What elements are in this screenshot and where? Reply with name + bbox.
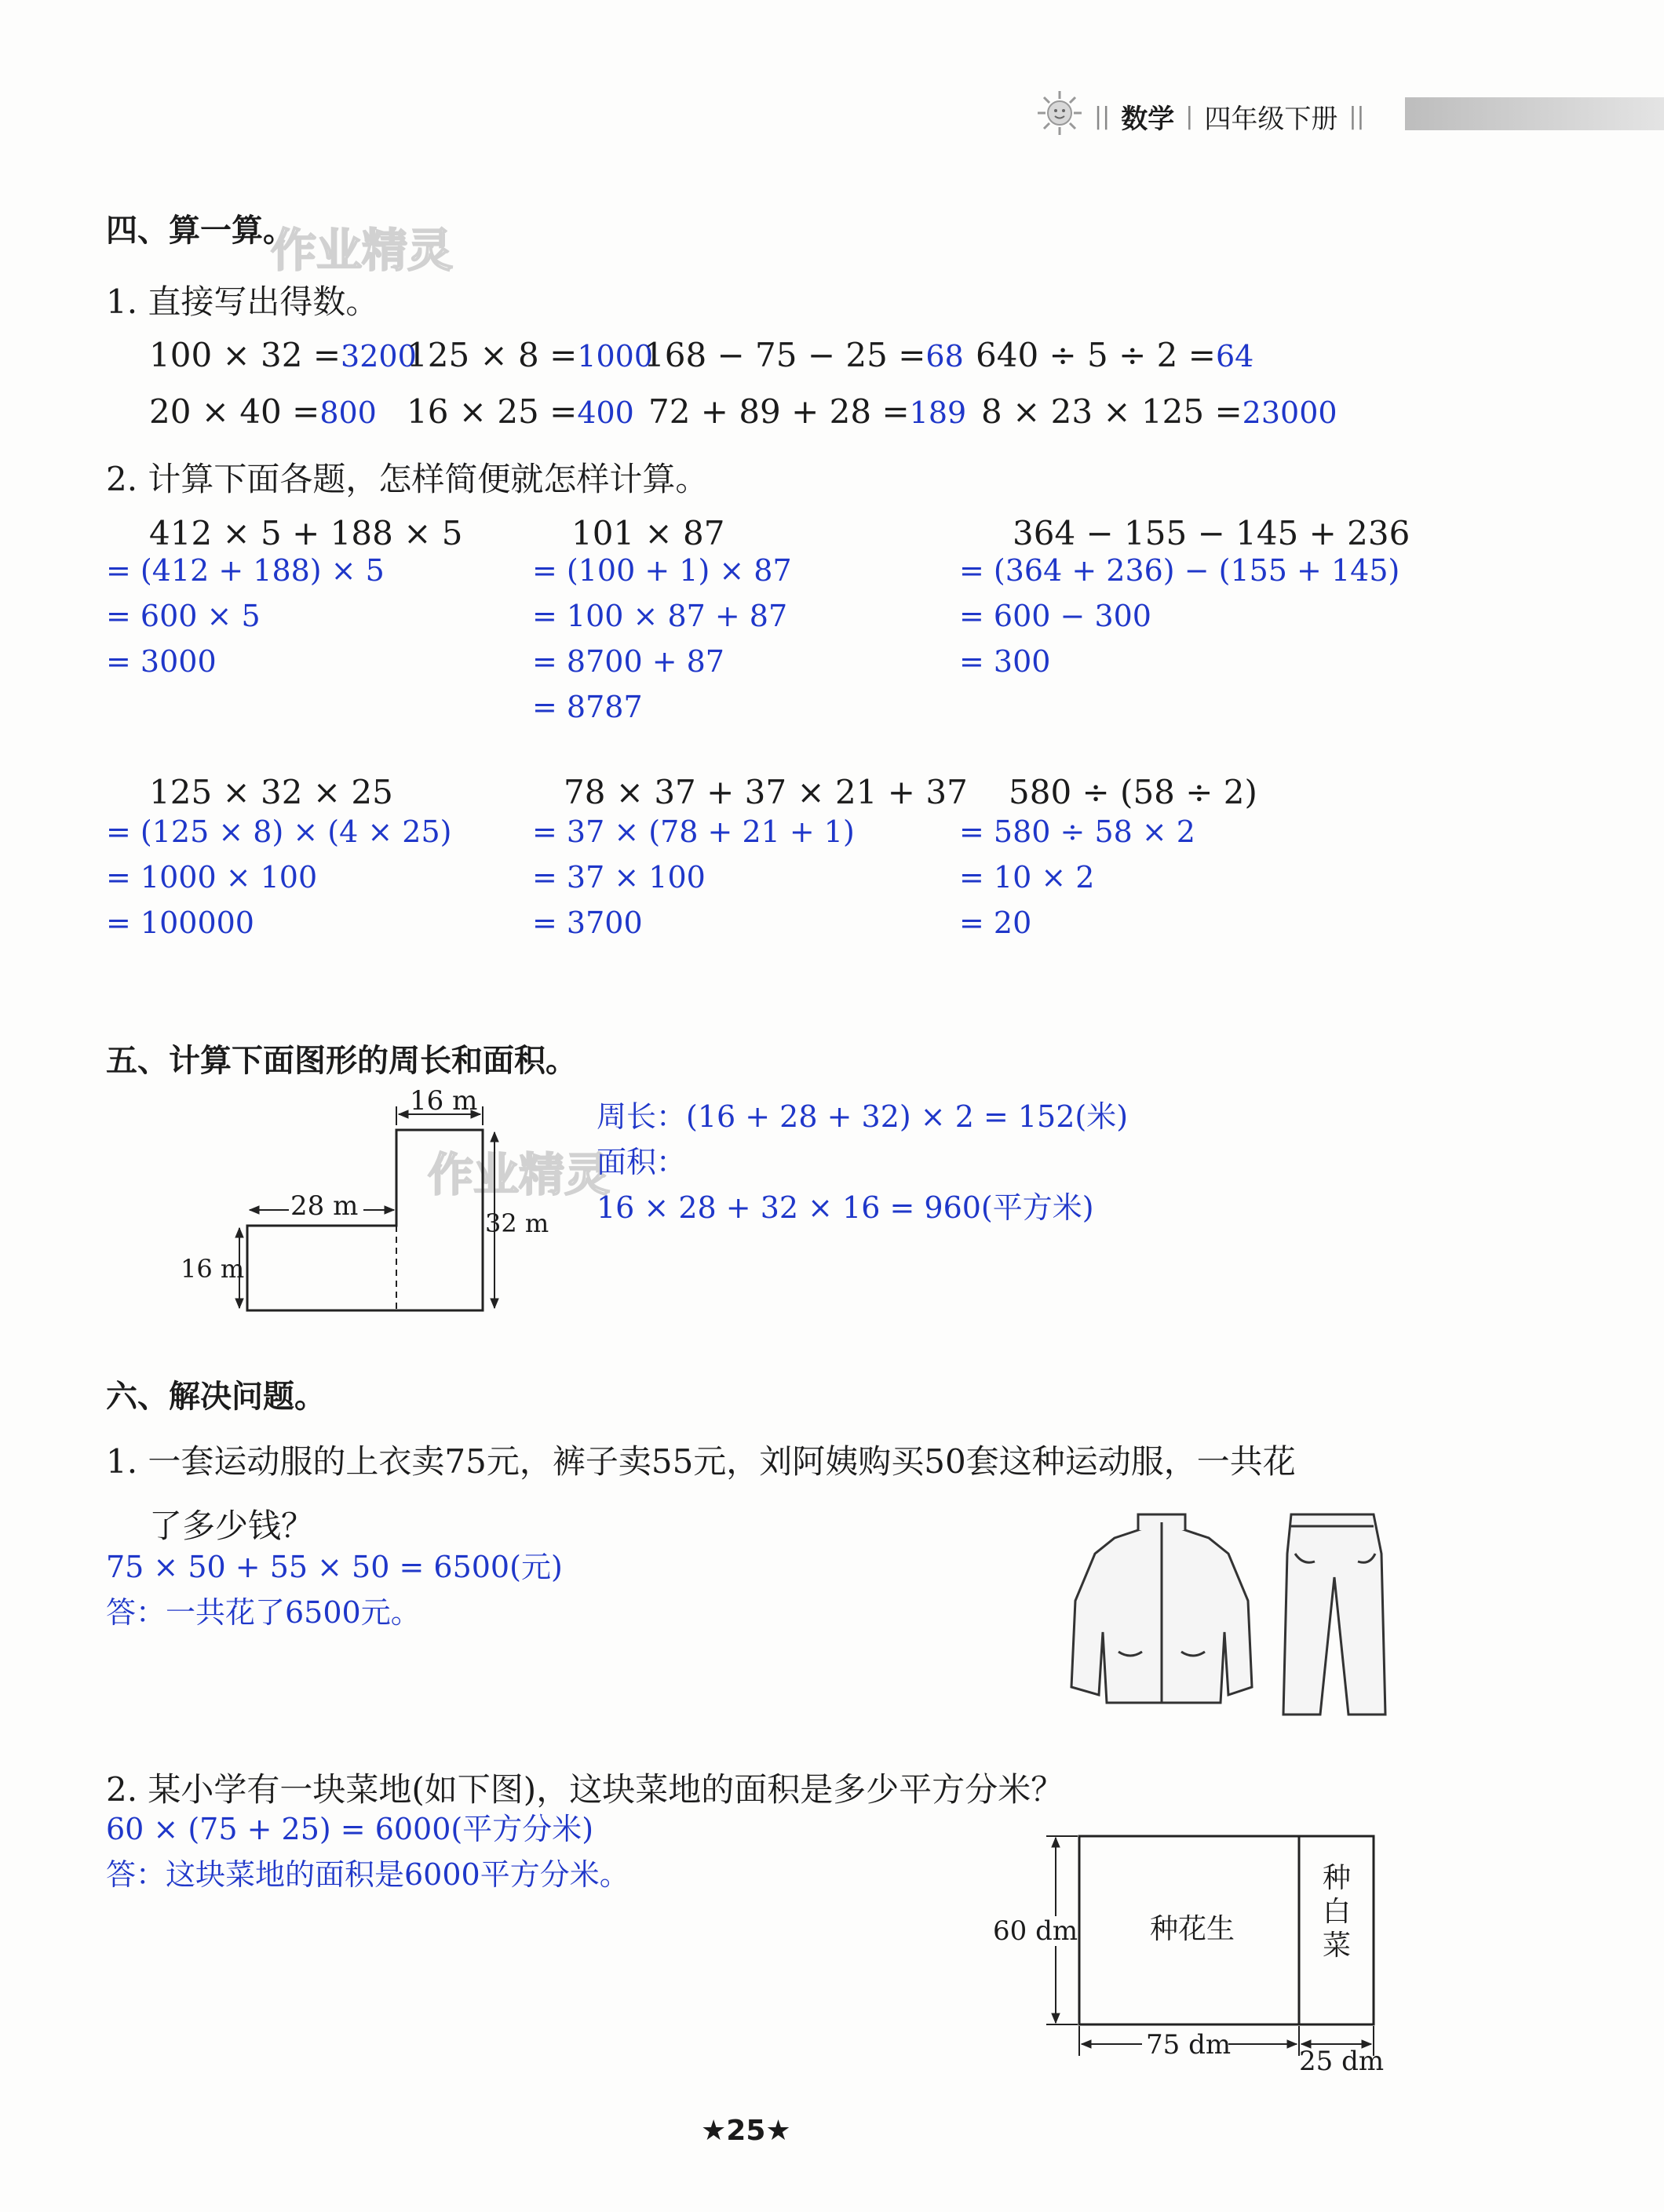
problem-text: 1. 一套运动服的上衣卖75元，裤子卖55元，刘阿姨购买50套这种运动服，一共花 — [106, 1442, 1296, 1481]
plot-label-peanut: 种花生 — [1150, 1913, 1235, 1945]
solution-step: = (412 + 188) × 5 — [106, 553, 385, 588]
dim-label-width1: 75 dm — [1146, 2029, 1232, 2061]
area-answer-label: 面积： — [597, 1145, 687, 1179]
problem-text: 2. 某小学有一块菜地(如下图)，这块菜地的面积是多少平方分米？ — [106, 1770, 1064, 1809]
quick-calc-item: 8 × 23 × 125 =23000 — [981, 392, 1337, 431]
area-answer: 16 × 28 + 32 × 16 = 960(平方米) — [597, 1190, 1094, 1225]
dim-label-left-width: 28 m — [290, 1190, 359, 1222]
watermark: 作业精灵 — [428, 1148, 611, 1201]
star-icon: ★ — [701, 2115, 727, 2147]
quick-calc-item: 168 − 75 − 25 =68 — [644, 336, 964, 374]
solution-step: = 100 × 87 + 87 — [532, 599, 788, 633]
solution-step: = 300 — [959, 644, 1051, 679]
problem-expression: 580 ÷ (58 ÷ 2) — [1009, 773, 1257, 811]
problem-expression: 101 × 87 — [571, 514, 725, 552]
plot-label-cabbage: 菜 — [1323, 1930, 1352, 1962]
garden-figure — [985, 1820, 1393, 2077]
solution-step: = (125 × 8) × (4 × 25) — [106, 814, 452, 849]
header-bar — [1405, 97, 1664, 130]
perimeter-answer: 周长：(16 + 28 + 32) × 2 = 152(米) — [597, 1099, 1129, 1134]
solution-step: = 1000 × 100 — [106, 860, 318, 895]
header-book: 四年级下册 — [1204, 103, 1338, 135]
quick-calc-item: 100 × 32 =3200 — [149, 336, 417, 374]
quick-calc-item: 16 × 25 =400 — [407, 392, 634, 431]
solution-step: = 20 — [959, 906, 1032, 940]
problem-text: 了多少钱？ — [149, 1507, 315, 1545]
dim-label-height: 60 dm — [993, 1915, 1078, 1947]
quick-calc-item: 20 × 40 =800 — [149, 392, 377, 431]
quick-calc-item: 640 ÷ 5 ÷ 2 =64 — [976, 336, 1254, 374]
problem-expression: 412 × 5 + 188 × 5 — [149, 514, 463, 552]
dim-label-right-height: 32 m — [485, 1208, 549, 1238]
dim-label-top: 16 m — [410, 1085, 478, 1117]
header-separator: || — [1348, 102, 1365, 130]
equation-answer: 75 × 50 + 55 × 50 = 6500(元) — [106, 1550, 563, 1584]
problem-expression: 125 × 32 × 25 — [149, 773, 393, 811]
section5-title: 五、计算下面图形的周长和面积。 — [106, 1043, 577, 1079]
solution-step: = 37 × 100 — [532, 860, 706, 895]
page-header — [1036, 93, 1365, 140]
header-separator: | — [1185, 102, 1194, 130]
quick-calc-item: 125 × 8 =1000 — [407, 336, 654, 374]
pants-icon — [1283, 1514, 1385, 1715]
quick-calc-item: 72 + 89 + 28 =189 — [648, 392, 967, 431]
page-number: ★25★ — [701, 2115, 791, 2147]
solution-step: = 10 × 2 — [959, 860, 1095, 895]
solution-step: = (364 + 236) − (155 + 145) — [959, 553, 1400, 588]
watermark: 作业精灵 — [271, 224, 454, 277]
section6-title: 六、解决问题。 — [106, 1379, 326, 1415]
plot-label-cabbage: 白 — [1323, 1896, 1352, 1928]
section4-title: 四、算一算。 — [106, 213, 294, 249]
solution-step: = 100000 — [106, 906, 254, 940]
dim-label-width2: 25 dm — [1299, 2046, 1385, 2077]
shape-outline — [247, 1130, 483, 1310]
solution-step: = 3000 — [106, 644, 217, 679]
plot-label-cabbage: 种 — [1323, 1862, 1352, 1894]
solution-step: = 580 ÷ 58 × 2 — [959, 814, 1195, 849]
dim-label-left-height: 16 m — [181, 1254, 245, 1284]
jacket-icon — [1071, 1514, 1252, 1703]
q2-label: 2. 计算下面各题，怎样简便就怎样计算。 — [106, 460, 709, 498]
solution-step: = 600 − 300 — [959, 599, 1151, 633]
composite-shape-figure — [165, 1085, 549, 1326]
solution-step: = 600 × 5 — [106, 599, 261, 633]
equation-answer: 60 × (75 + 25) = 6000(平方分米) — [106, 1812, 594, 1846]
solution-step: = 8787 — [532, 690, 643, 724]
q1-label: 1. 直接写出得数。 — [106, 282, 379, 321]
final-answer: 答：这块菜地的面积是6000平方分米。 — [106, 1857, 629, 1892]
solution-step: = 8700 + 87 — [532, 644, 724, 679]
solution-step: = 3700 — [532, 906, 643, 940]
solution-step: = 37 × (78 + 21 + 1) — [532, 814, 855, 849]
sun-logo-icon — [1036, 89, 1083, 144]
solution-step: = (100 + 1) × 87 — [532, 553, 792, 588]
header-separator: || — [1094, 102, 1111, 130]
final-answer: 答：一共花了6500元。 — [106, 1595, 421, 1630]
star-icon: ★ — [765, 2115, 791, 2147]
tracksuit-illustration — [1060, 1507, 1397, 1726]
header-subject: 数学 — [1121, 103, 1175, 135]
problem-expression: 78 × 37 + 37 × 21 + 37 — [564, 773, 968, 811]
problem-expression: 364 − 155 − 145 + 236 — [1013, 514, 1410, 552]
